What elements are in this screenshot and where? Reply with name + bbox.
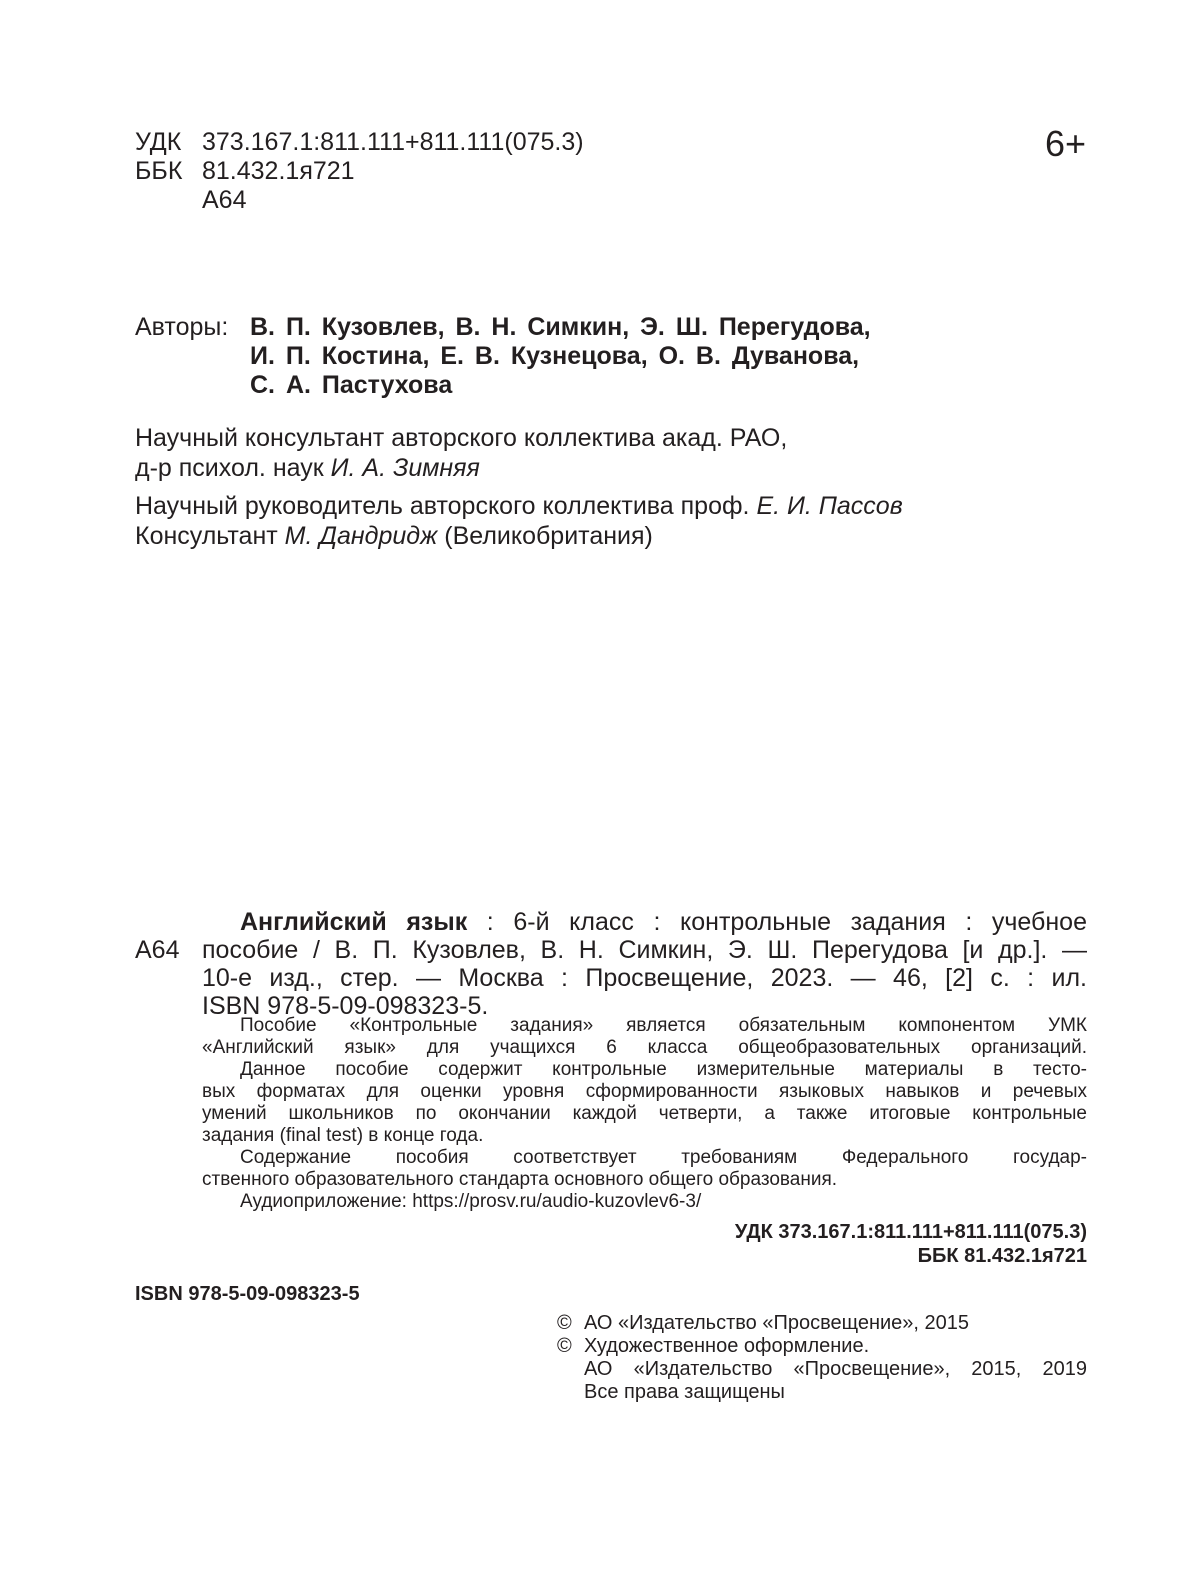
annotation-line: умений школьников по окончании каждой четверти, а также итоговые контрольные [202,1103,1087,1124]
bibliographic-record [202,908,1087,1020]
udk-row [135,128,584,157]
age-rating: 6+ [1045,123,1087,164]
annotation [202,1015,1087,1213]
annotation-line: задания (final test) в конце года. [202,1125,484,1146]
annotation-line: Содержание пособия соответствует требованиям Федерального государ- [240,1147,1087,1168]
book-title: Английский язык [240,908,468,936]
bib-codes [600,1220,1087,1268]
bib-bbk: ББК 81.432.1я721 [917,1245,1087,1267]
bbk-label: ББК [135,157,183,185]
copyright-row [557,1335,1087,1358]
bib-author-mark: А64 [135,936,180,964]
copyright-row [557,1358,1087,1381]
annotation-line: «Английский язык» для учащихся 6 класса общеобразовательных организаций. [202,1037,1087,1058]
isbn: ISBN 978-5-09-098323-5 [135,1283,360,1305]
annotation-line: ственного образовательного стандарта основного общего образования. [202,1169,838,1190]
copyright-text: АО «Издательство «Просвещение», 2015 [584,1312,970,1334]
authors-line: И. П. Костина, Е. В. Кузнецова, О. В. Дуванова, [250,342,860,370]
copyright-text: Художественное оформление. [584,1335,870,1357]
author-mark: А64 [202,186,247,214]
authors-label: Авторы: [135,313,229,341]
supervisor-name: Е. И. Пассов [756,492,903,520]
scientific-supervisor-line [135,491,903,521]
author-mark-row [135,186,584,215]
consultant-line [135,521,903,551]
copyright-row [557,1381,1087,1404]
copyright-text: АО «Издательство «Просвещение», 2015, 2019 [584,1358,1087,1380]
copyright-symbol: © [557,1335,572,1357]
copyright-symbol: © [557,1312,572,1334]
bib-line: пособие / В. П. Кузовлев, В. Н. Симкин, Э. Ш. Перегудова [и др.]. — [202,936,1087,964]
classification-block [135,128,584,215]
annotation-line: вых форматах для оценки уровня сформированности языковых навыков и речевых [202,1081,1087,1102]
bib-line: 10-е изд., стер. — Москва : Просвещение, 2023. — 46, [2] с. : ил. [202,964,1087,992]
copyright-block [557,1312,1087,1404]
annotation-line: Данное пособие содержит контрольные измерительные материалы в тесто- [240,1059,1087,1080]
bbk-row [135,157,584,186]
rights-reserved: Все права защищены [584,1381,785,1403]
authors-names [250,313,871,400]
bib-udk: УДК 373.167.1:811.111+811.111(075.3) [734,1221,1087,1243]
bib-isbn-line: ISBN 978-5-09-098323-5. [202,992,489,1020]
authors-line: В. П. Кузовлев, В. Н. Симкин, Э. Ш. Перегудова, [250,313,871,341]
consultant-text: Консультант [135,522,285,550]
consultants-block [135,423,903,551]
authors-line: С. А. Пастухова [250,371,453,399]
bib-line-title [202,908,1087,936]
consultant-name: М. Дандридж [284,522,438,550]
bbk-value: 81.432.1я721 [202,157,355,185]
scientific-consultant-degree [135,453,903,483]
annotation-line: Пособие «Контрольные задания» является обязательным компонентом УМК [240,1015,1087,1036]
audio-link-line: Аудиоприложение: https://prosv.ru/audio-kuzovlev6-3/ [240,1191,702,1212]
udk-label: УДК [135,128,182,156]
degree-text: д-р психол. наук [135,454,331,482]
consultant-country: (Великобритания) [437,522,653,550]
bib-title-rest: : 6-й класс : контрольные задания : учебное [467,908,1087,936]
supervisor-text: Научный руководитель авторского коллектива проф. [135,492,757,520]
consultant-name: И. А. Зимняя [330,454,480,482]
copyright-row [557,1312,1087,1335]
scientific-consultant-line: Научный консультант авторского коллектива акад. РАО, [135,424,788,452]
udk-value: 373.167.1:811.111+811.111(075.3) [202,128,584,156]
